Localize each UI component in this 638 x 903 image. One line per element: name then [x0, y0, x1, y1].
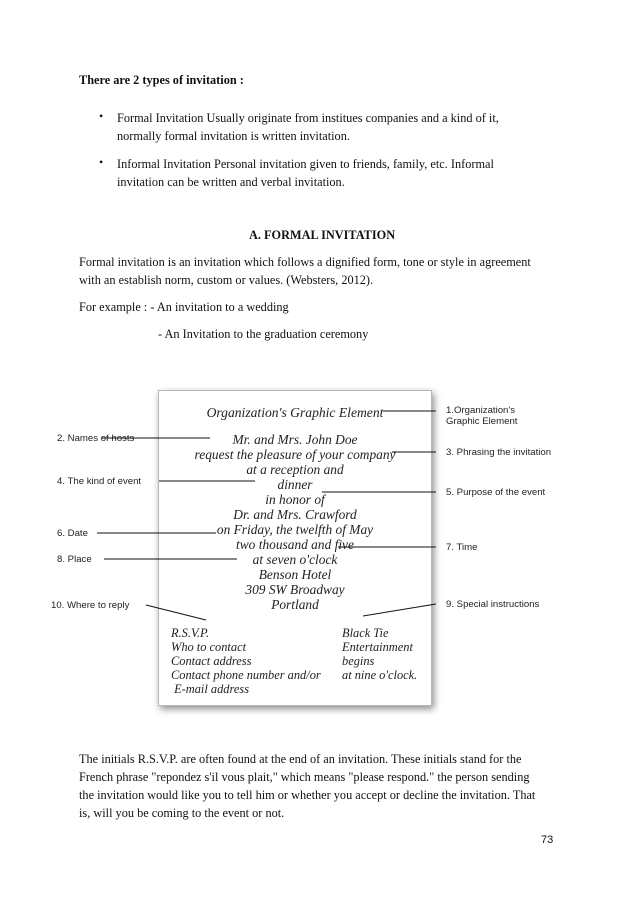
- card-rsvp-email: E-mail address: [171, 682, 250, 696]
- card-event-kind-2: dinner: [277, 477, 313, 492]
- label-graphic-element-2: Graphic Element: [446, 416, 518, 427]
- card-year: two thousand and five: [236, 537, 354, 552]
- card-venue: Benson Hotel: [258, 567, 332, 582]
- card-rsvp-phone: Contact phone number and/or: [171, 668, 321, 682]
- label-kind-of-event: 4. The kind of event: [57, 476, 142, 487]
- callout-line-9: [363, 604, 436, 616]
- section-heading: A. FORMAL INVITATION: [249, 228, 396, 242]
- label-purpose: 5. Purpose of the event: [446, 487, 546, 498]
- card-rsvp-address: Contact address: [171, 654, 252, 668]
- label-phrasing: 3. Phrasing the invitation: [446, 447, 552, 458]
- card-hosts: Mr. and Mrs. John Doe: [232, 432, 358, 447]
- closing-line4: is, will you be coming to the event or not.: [79, 806, 285, 820]
- label-special-instructions: 9. Special instructions: [446, 599, 540, 610]
- label-time: 7. Time: [446, 542, 478, 553]
- bullet-marker: •: [99, 109, 104, 123]
- card-time: at seven o'clock: [252, 552, 338, 567]
- card-city: Portland: [271, 597, 319, 612]
- bullet-formal-line1: Formal Invitation Usually originate from institues companies and a kind of it,: [117, 111, 499, 125]
- card-event-kind: at a reception and: [246, 462, 344, 477]
- card-street: 309 SW Broadway: [245, 582, 345, 597]
- closing-line1: The initials R.S.V.P. are often found at the end of an invitation. These initials stand for the: [79, 752, 522, 766]
- page-number: 73: [541, 834, 554, 846]
- definition-line1: Formal invitation is an invitation which follows a dignified form, tone or style in agreement: [79, 255, 531, 269]
- example-lead: For example : - An invitation to a wedding: [79, 300, 289, 314]
- label-graphic-element-1: 1.Organization's: [446, 405, 516, 416]
- card-rsvp-contact: Who to contact: [171, 640, 247, 654]
- card-date: on Friday, the twelfth of May: [216, 522, 374, 537]
- bullet-formal-line2: normally formal invitation is written invitation.: [117, 129, 350, 143]
- card-honor: in honor of: [265, 492, 325, 507]
- bullet-informal-line1: Informal Invitation Personal invitation given to friends, family, etc. Informal: [117, 157, 494, 171]
- label-names-of-hosts: 2. Names of hosts: [57, 433, 135, 444]
- closing-line2: French phrase "repondez s'il vous plait," which means "please respond." the person sending: [79, 770, 530, 784]
- card-begin-time: at nine o'clock.: [342, 668, 418, 682]
- card-rsvp: R.S.V.P.: [171, 626, 210, 640]
- bullet-informal-line2: invitation can be written and verbal invitation.: [117, 175, 345, 189]
- bullet-marker: •: [99, 155, 104, 169]
- intro-heading: There are 2 types of invitation :: [79, 73, 244, 87]
- label-where-to-reply: 10. Where to reply: [51, 600, 130, 611]
- label-date: 6. Date: [57, 528, 88, 539]
- label-place: 8. Place: [57, 554, 92, 565]
- card-graphic-element: Organization's Graphic Element: [206, 405, 384, 420]
- card-begins: begins: [342, 654, 375, 668]
- callout-line-10: [146, 605, 206, 620]
- card-honorees: Dr. and Mrs. Crawford: [233, 507, 357, 522]
- definition-line2: with an establish norm, custom or values. (Websters, 2012).: [79, 273, 374, 287]
- card-dress-code: Black Tie: [342, 626, 389, 640]
- example-second: - An Invitation to the graduation ceremony: [158, 327, 369, 341]
- closing-line3: the invitation would like you to tell him or whether you accept or decline the invitation. That: [79, 788, 536, 802]
- card-phrasing: request the pleasure of your company: [194, 447, 396, 462]
- card-entertainment: Entertainment: [342, 640, 413, 654]
